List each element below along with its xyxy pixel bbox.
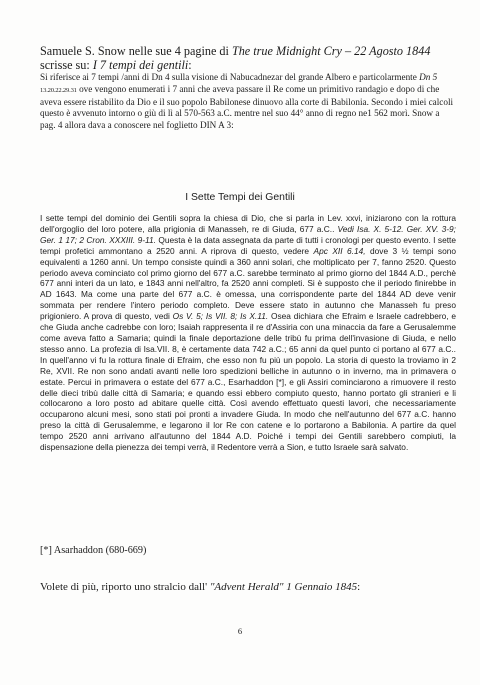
footnote: [*] Asarhaddon (680-669) <box>40 545 147 556</box>
closing-line: Volete di più, riporto uno stralcio dall' "Advent Herald" 1 Gennaio 1845: <box>40 581 361 593</box>
scripture-reference: Vedi Isa. X. 5-12. Ger. XV. 3-9; Ger. 1 17; 2 Cron. XXXIII. 9-11. <box>40 223 456 245</box>
page-number: 6 <box>237 626 243 636</box>
intro-heading-text: Samuele S. Snow nelle sue 4 pagine di <box>40 44 232 58</box>
scripture-reference: Apc XII 6.14, <box>313 245 366 256</box>
intro-subject: I 7 tempi dei gentili <box>92 58 189 72</box>
intro-heading-text-2: scrisse su: <box>40 58 93 72</box>
source-citation: "Advent Herald" 1 Gennaio 1845 <box>209 581 358 593</box>
main-paragraph: I sette tempi del dominio dei Gentili sopra la chiesa di Dio, che si parla in Lev. xxvi, iniziarono con la rottura dell'orgoglio del loro potere, alla prigionia di Manasseh, re di Giuda, 677 a.C.. Vedi Isa. X. 5-12. Ger. XV. 3-9; Ger. 1 17; 2 Cron. XXXIII. 9-11. Questa è la data assegnata da parte di tutti i cronologi per questo evento. I sette tempi profetici ammontano a 2520 anni. A riprova di questo, vedere Apc XII 6.14, dove 3 ½ tempi sono equivalenti a 1260 anni. Un tempo consiste quindi a 360 anni solari, che moltiplicato per 7, fanno 2520. Questo periodo aveva cominciato col primo giorno del 677 a.C. sarebbe terminato al primo giorno del 1844 A.D., perchè 677 anni interi da un lato, e 1843 anni nell'altro, fa 2520 anni completi. Si è supposto che il periodo finirebbe in AD 1643. Ma come una parte del 677 a.C. è omessa, una corrispondente parte del 1844 AD deve venir sommata per rendere l'intero periodo completo. Deve essere stato in autunno che Manasseh fu preso prigioniero. A prova di questo, vedi Os V. 5; Is VII. 8; Is X.11. Osea dichiara che Efraim e Israele cadrebbero, e che Giuda anche cadrebbe con loro; Isaiah rappresenta il re d'Assiria con una minaccia da fare a Gerusalemme come aveva fatto a Samaria; quindi la finale deportazione delle tribù fu prima dell'invasione di Giuda, e nello stesso anno. La profezia di Isa.VII. 8, è certamente data 742 a.C.; 65 anni da quel punto ci portano al 677 a.C.. In quell'anno vi fu la rottura finale di Efraim, che esso non fu più un popolo. La storia di questo la troviamo in 2 Re, XVII. Re non sono andati avanti nelle loro spedizioni belliche in autunno o in inverno, ma in primavera o estate. Percui in primavera o estate del 677 a.C., Esarhaddon [*], e gli Assiri cominciarono a rimuovere il resto delle dieci tribù dalle città di Samaria; e quando essi ebbero compiuto questo, hanno portato gli stranieri e li collocarono a loro posto ad abitare quelle città. Così avendo effettuato questi lavori, che necessariamente occuparono alcuni mesi, sono stati poi pronti a invadere Giuda. In modo che nell'autunno del 677 a.C. hanno preso la città di Gerusalemme, e legarono il lor Re con catene e lo portarono a Babilonia. A partire da quel tempo 2520 anni arrivano all'autunno del 1844 A.D. Poiché i tempi dei Gentili sarebbero compiuti, la dispensazione della pienezza dei tempi verrà, il Redentore verrà a Sion, e tutto Israele sarà salvato. <box>40 213 457 453</box>
scripture-reference: Dn 5 <box>419 72 438 82</box>
intro-heading: Samuele S. Snow nelle sue 4 pagine di The true Midnight Cry – 22 Agosto 1844 scrisse su: I 7 tempi dei gentili: <box>40 44 431 72</box>
verse-numbers: 13.20.22.29.31 <box>40 87 77 95</box>
source-title: The true Midnight Cry – 22 Agosto 1844 <box>231 44 431 58</box>
intro-paragraph: Si riferisce ai 7 tempi /anni di Dn 4 sulla visione di Nabucadnezar del grande Albero e particolarmente Dn 5 13.20.22.29.31 ove vengono enumerati i 7 anni che aveva passare il Re come un primitivo randagio e dopo di che aveva essere ristabilito da Dio e il suo popolo Babilonese dinuovo alla corte di Babilonia. Secondo i miei calcoli questo è avvenuto intorno o giù di lì al 570-563 a.C. mentre nel suo 44° anno di regno ne1 562 morì. Snow a pag. 4 allora dava a conoscere nel foglietto DIN A 3: <box>40 72 454 130</box>
section-title: I Sette Tempi dei Gentili <box>185 192 295 203</box>
scripture-reference: Os V. 5; Is VII. 8; Is X.11. <box>172 311 269 322</box>
